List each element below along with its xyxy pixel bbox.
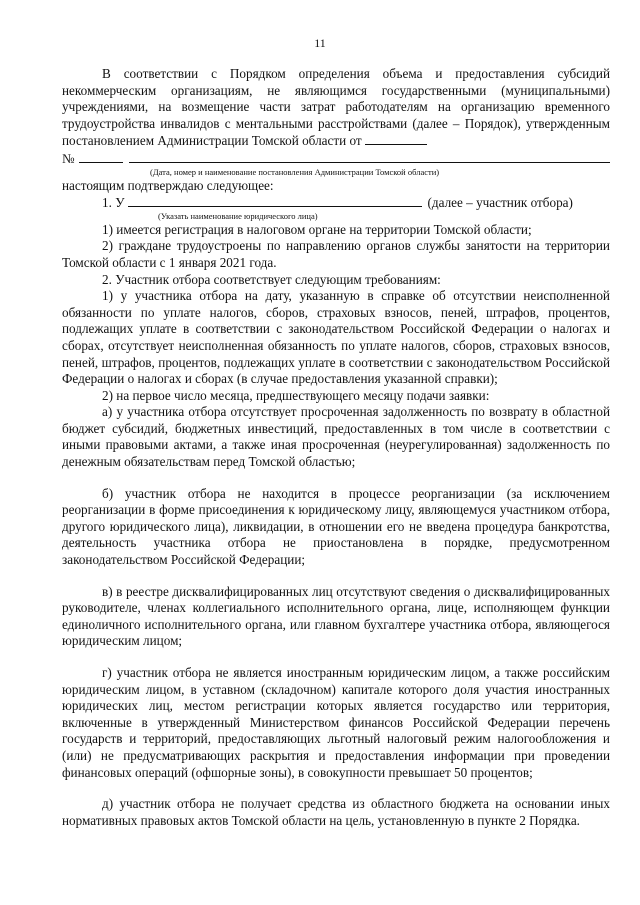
item2-clause-b: б) участник отбора не находится в процессе реорганизации (за исключением реорганизации в форме присоединения к юридическому лицу, являющемуся участником отбора, другого юридического лица), ликвидации, в отношении его не введена процедура банкротства, деятельность участника отбора не приостановлена в порядке, предусмотренном законодательством Российской Федерации; (62, 485, 610, 568)
confirm-line: настоящим подтверждаю следующее: (62, 177, 274, 193)
intro-paragraph (62, 66, 610, 150)
page-number: 11 (314, 36, 326, 50)
number-blank (79, 150, 123, 163)
decree-caption: (Дата, номер и наименование постановления Администрации Томской области) (150, 166, 440, 177)
intro-text: В соответствии с Порядком определения объема и предоставления субсидий некоммерческим организациям, не являющимся государственными (муниципальными) учреждениями, на возмещение части затрат работодателям на организацию временного трудоустройства инвалидов с ментальными расстройствами (далее – Порядок), утвержденным постановлением Администрации Томской области от (62, 66, 610, 149)
item2-clause-d: д) участник отбора не получает средства из областного бюджета на основании иных нормативных правовых актов Томской области на цель, установленную в пункте 2 Порядка. (62, 796, 610, 828)
item2-sub1: 1) у участника отбора на дату, указанную в справке об отсутствии неисполненной обязанности по уплате налогов, сборов, страховых взносов, пеней, штрафов, процентов, подлежащих уплате в соответствии с законодательством Российской Федерации о налогах и сборах, отсутствует неисполненная обязанность по уплате налогов, сборов, страховых взносов, пеней, штрафов, процентов, подлежащих уплате в соответствии с законодательством Российской Федерации о налогах и сборах (в случае предоставления указанной справки); (62, 288, 610, 387)
decree-title-blank (129, 150, 610, 163)
item1-sub2: 2) граждане трудоустроены по направлению органов службы занятости на территории Томской области с 1 января 2021 года. (62, 238, 610, 270)
number-sign: № (62, 150, 75, 166)
item2-clause-v: в) в реестре дисквалифицированных лиц отсутствуют сведения о дисквалифицированных руководителе, членах коллегиального исполнительного органа, лице, исполняющем функции единоличного исполнительного органа, или главном бухгалтере участника отбора, являющегося юридическим лицом; (62, 583, 610, 649)
item1-sub1: 1) имеется регистрация в налоговом органе на территории Томской области; (102, 221, 532, 237)
org-name-blank (128, 194, 422, 207)
item2-clause-a: а) у участника отбора отсутствует просроченная задолженность по возврату в областной бюджет субсидий, бюджетных инвестиций, предоставленных в том числе в соответствии с иными правовыми актами, а также иная просроченная (неурегулированная) задолженность по денежным обязательствам перед Томской областью; (62, 404, 610, 470)
item2-sub2: 2) на первое число месяца, предшествующего месяцу подачи заявки: (102, 387, 490, 403)
item2-clause-g: г) участник отбора не является иностранным юридическим лицом, а также российским юридическим лицом, в уставном (складочном) капитале которого доля участия иностранных юридических лиц, местом регистрации которых является государство или территория, включенные в утвержденный Министерством финансов Российской Федерации перечень государств и территорий, предоставляющих льготный налоговый режим налогообложения и (или) не предусматривающих раскрытия и предоставления информации при проведении финансовых операций (офшорные зоны), в совокупности превышает 50 процентов; (62, 665, 610, 780)
date-blank (365, 132, 427, 145)
item1-row (62, 194, 610, 212)
decree-number-row (62, 150, 610, 168)
item1-prefix: 1. У (102, 195, 125, 211)
item1-suffix: (далее – участник отбора) (427, 195, 573, 211)
org-name-caption: (Указать наименование юридического лица) (158, 210, 318, 221)
item2-heading: 2. Участник отбора соответствует следующим требованиям: (102, 271, 441, 287)
document-body (62, 66, 610, 829)
